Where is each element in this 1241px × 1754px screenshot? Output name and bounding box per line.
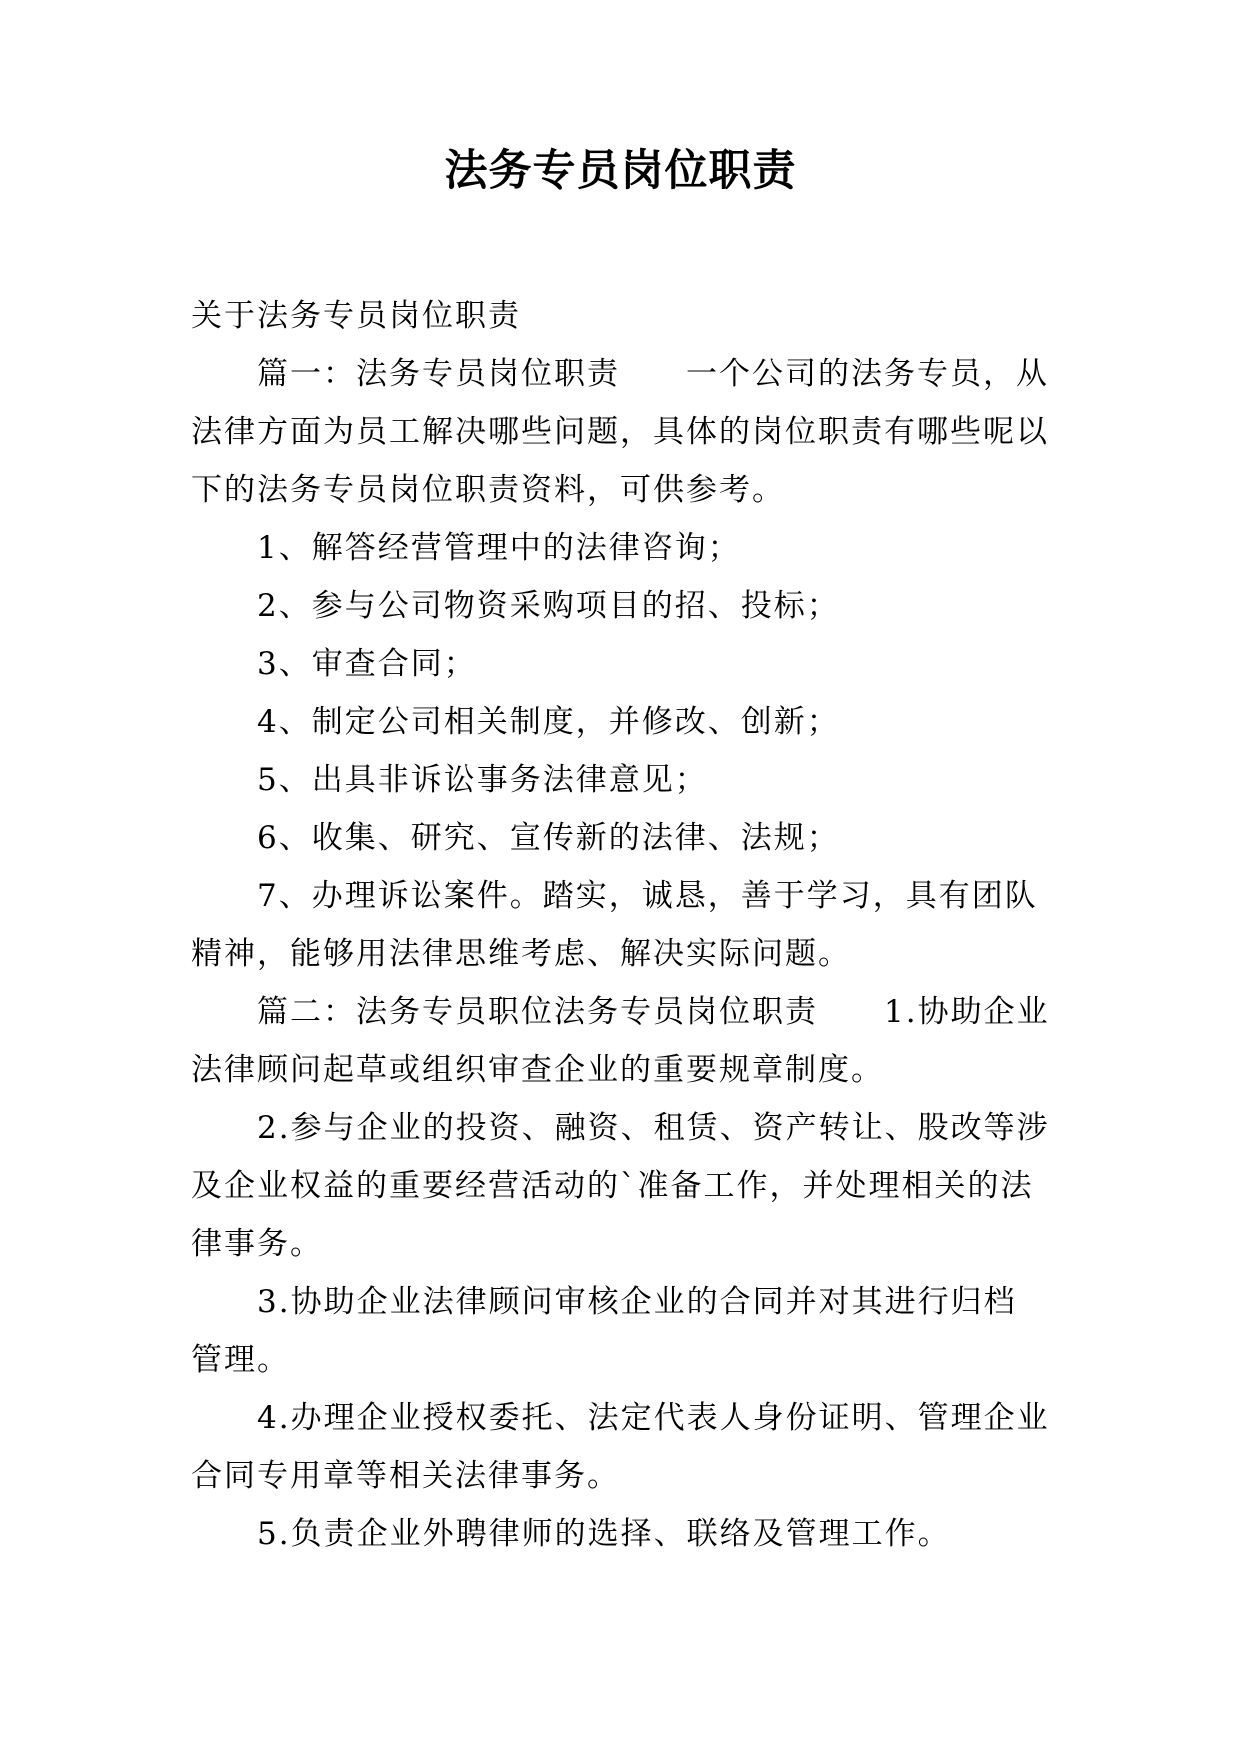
- paragraph-line: 法律方面为员工解决哪些问题，具体的岗位职责有哪些呢以: [191, 414, 1049, 450]
- list-item: 3、审查合同；: [257, 646, 477, 682]
- paragraph-line: 律事务。: [191, 1226, 323, 1262]
- list-item: 1、解答经营管理中的法律咨询；: [257, 530, 741, 566]
- list-item: 7、办理诉讼案件。踏实，诚恳，善于学习，具有团队: [257, 878, 1038, 914]
- paragraph-line: 篇一：法务专员岗位职责 一个公司的法务专员，从: [257, 356, 1049, 392]
- paragraph-line: 管理。: [191, 1342, 290, 1378]
- paragraph-line: 篇二：法务专员职位法务专员岗位职责 1.协助企业: [257, 994, 1050, 1030]
- paragraph-line: 法律顾问起草或组织审查企业的重要规章制度。: [191, 1052, 884, 1088]
- paragraph-line: 及企业权益的重要经营活动的`准备工作，并处理相关的法: [191, 1168, 1034, 1204]
- list-item: 4、制定公司相关制度，并修改、创新；: [257, 704, 840, 740]
- list-item: 4.办理企业授权委托、法定代表人身份证明、管理企业: [257, 1400, 1050, 1436]
- list-item: 2.参与企业的投资、融资、租赁、资产转让、股改等涉: [257, 1110, 1050, 1146]
- paragraph-line: 下的法务专员岗位职责资料，可供参考。: [191, 472, 785, 508]
- list-item: 6、收集、研究、宣传新的法律、法规；: [257, 820, 840, 856]
- list-item: 5.负责企业外聘律师的选择、联络及管理工作。: [257, 1516, 951, 1552]
- paragraph-line: 精神，能够用法律思维考虑、解决实际问题。: [191, 936, 851, 972]
- document-subtitle: 关于法务专员岗位职责: [191, 298, 521, 334]
- list-item: 2、参与公司物资采购项目的招、投标；: [257, 588, 840, 624]
- list-item: 5、出具非诉讼事务法律意见；: [257, 762, 708, 798]
- document-title: 法务专员岗位职责: [444, 146, 797, 196]
- paragraph-line: 合同专用章等相关法律事务。: [191, 1458, 620, 1494]
- list-item: 3.协助企业法律顾问审核企业的合同并对其进行归档: [257, 1284, 1017, 1320]
